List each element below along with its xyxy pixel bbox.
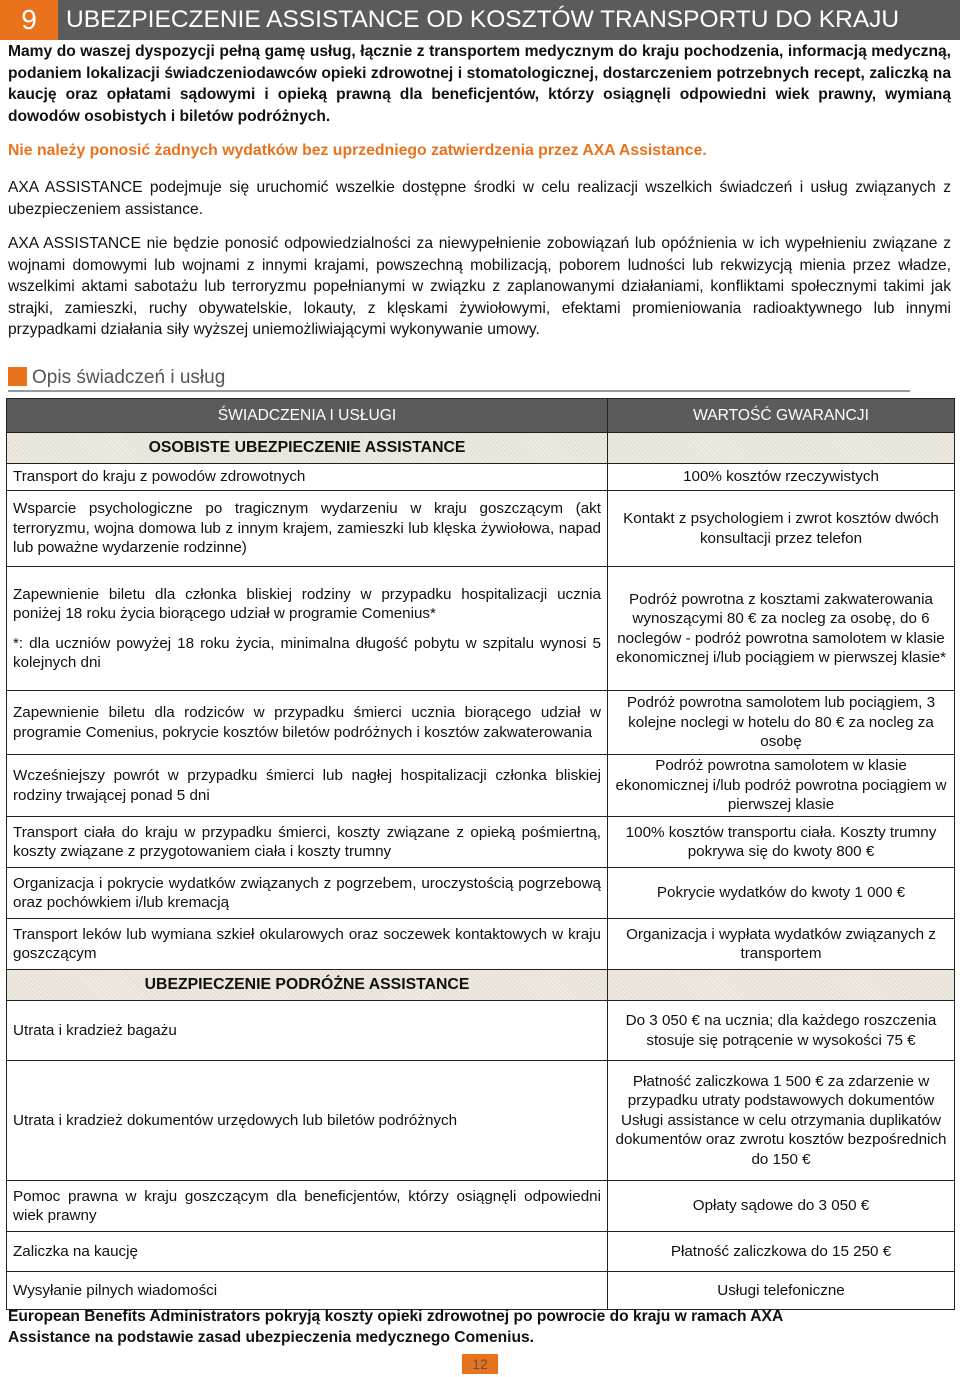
column-header-services: ŚWIADCZENIA I USŁUGI: [7, 399, 608, 433]
table-subheader-row: [7, 970, 955, 1001]
footer-note: European Benefits Administrators pokryją koszty opieki zdrowotnej po powrocie do kraju w ramach AXA Assistance na podstawie zasad ubezpieczenia medycznego Comenius.: [8, 1308, 783, 1346]
intro-paragraph: Mamy do waszej dyspozycji pełną gamę usług, łącznie z transportem medycznym do kraju pochodzenia, informacją medyczną, podaniem lokalizacji świadczeniodawców opieki zdrowotnej i stomatologicznej, dostarczeniem potrzebnych recept, zaliczką na kaucję oraz opłatami sądowymi i opieką prawną dla beneficjentów, którzy osiągnęli odpowiedni wiek prawny, wymianą dowodów osobistych i biletów podróżnych.: [8, 43, 951, 125]
service-cell: Transport do kraju z powodów zdrowotnych: [7, 464, 608, 491]
service-cell: Wcześniejszy powrót w przypadku śmierci lub nagłej hospitalizacji członka bliskiej rodziny trwającej ponad 5 dni: [7, 755, 608, 817]
table-row: [7, 567, 955, 691]
value-advance-payment: Płatność zaliczkowa 1 500 € za zdarzenie w przypadku utraty podstawowych dokumentów: [627, 1072, 935, 1110]
value-cell: Podróż powrotna samolotem w klasie ekonomicznej i/lub podróż powrotna pociągiem w pierwszej klasie: [608, 755, 955, 817]
table-row: [7, 1272, 955, 1310]
section-title: Opis świadczeń i usług: [32, 367, 226, 388]
table-row: [7, 1181, 955, 1232]
service-cell: Wsparcie psychologiczne po tragicznym wydarzeniu w kraju goszczącym (akt terroryzmu, wojna domowa lub z innym krajem, zamieszki lub klęska żywiołowa, napad lub poważne wydarzenie rodzinne): [7, 491, 608, 567]
value-cell: Podróż powrotna samolotem lub pociągiem, 3 kolejne noclegi w hotelu do 80 € za nocleg za osobę: [608, 691, 955, 755]
chapter-number: 9: [0, 0, 58, 40]
table-row: [7, 868, 955, 919]
table-row: [7, 755, 955, 817]
table-row: [7, 919, 955, 970]
table-subheader-row: [7, 433, 955, 464]
table-row: [7, 817, 955, 868]
page-number: 12: [462, 1354, 498, 1374]
paragraph-liability: AXA ASSISTANCE nie będzie ponosić odpowiedzialności za niewypełnienie zobowiązań lub opóźnienia w ich wypełnieniu związane z wojnami domowymi lub wojnami z innymi krajami, powszechną mobilizacją, poborem ludności lub rekwizycją mienia przez władze, wszelkimi aktami sabotażu lub terroryzmu popełnianymi w związku z zaplanowanymi działaniami, konfliktami społecznymi takimi jak strajki, zamieszki, ruchy obywatelskie, lokauty, z klęskami żywiołowymi, efektami promieniowania radioaktywnego lub innymi przypadkami działania siły wyższej uniemożliwiającymi wykonywanie umowy.: [8, 235, 951, 338]
service-cell: [7, 567, 608, 691]
value-cell: 100% kosztów transportu ciała. Koszty trumny pokrywa się do kwoty 800 €: [608, 817, 955, 868]
service-cell: Pomoc prawna w kraju goszczącym dla beneficjentów, którzy osiągnęli odpowiedni wiek prawny: [7, 1181, 608, 1232]
value-cell: 100% kosztów rzeczywistych: [608, 464, 955, 491]
service-cell: Wysyłanie pilnych wiadomości: [7, 1272, 608, 1310]
service-cell: Zaliczka na kaucję: [7, 1232, 608, 1272]
service-cell: Transport ciała do kraju w przypadku śmierci, koszty związane z opieką pośmiertną, koszty związane z przygotowaniem ciała i koszty trumny: [7, 817, 608, 868]
table-row: [7, 1061, 955, 1181]
table-row: [7, 464, 955, 491]
value-cell: Organizacja i wypłata wydatków związanych z transportem: [608, 919, 955, 970]
value-cell: Pokrycie wydatków do kwoty 1 000 €: [608, 868, 955, 919]
value-cell: Opłaty sądowe do 3 050 €: [608, 1181, 955, 1232]
service-cell: Transport leków lub wymiana szkieł okularowych oraz soczewek kontaktowych w kraju goszczącym: [7, 919, 608, 970]
service-cell: Zapewnienie biletu dla rodziców w przypadku śmierci ucznia biorącego udział w programie Comenius, pokrycie kosztów biletów podróżnych i kosztów zakwaterowania: [7, 691, 608, 755]
service-cell: Utrata i kradzież bagażu: [7, 1001, 608, 1061]
value-cell: Do 3 050 € na ucznia; dla każdego roszczenia stosuje się potrącenie w wysokości 75 €: [608, 1001, 955, 1061]
value-cell: Płatność zaliczkowa do 15 250 €: [608, 1232, 955, 1272]
table-row: [7, 691, 955, 755]
table-header-row: [7, 399, 955, 433]
service-text: Zapewnienie biletu dla członka bliskiej rodziny w przypadku hospitalizacji ucznia poniżej 18 roku życia biorącego udział w programie Comenius*: [13, 585, 601, 622]
paragraph-resources: AXA ASSISTANCE podejmuje się uruchomić wszelkie dostępne środki w celu realizacji wszelkich świadczeń i usług związanych z ubezpieczeniem assistance.: [8, 179, 951, 218]
service-cell: Organizacja i pokrycie wydatków związanych z pogrzebem, uroczystością pogrzebową oraz pochówkiem i/lub kremacją: [7, 868, 608, 919]
value-cell: Podróż powrotna z kosztami zakwaterowania wynoszącymi 80 € za nocleg za osobę, do 6 noclegów - podróż powrotna samolotem w klasie ekonomicznej i/lub pociągiem w pierwszej klasie*: [608, 567, 955, 691]
column-header-value: WARTOŚĆ GWARANCJI: [608, 399, 955, 433]
table-row: [7, 1001, 955, 1061]
section-heading: [8, 366, 910, 392]
service-cell: Utrata i kradzież dokumentów urzędowych lub biletów podróżnych: [7, 1061, 608, 1181]
subheader-travel-assistance: UBEZPIECZENIE PODRÓŻNE ASSISTANCE: [7, 970, 608, 1001]
table-row: [7, 491, 955, 567]
value-cell: Usługi telefoniczne: [608, 1272, 955, 1310]
benefits-table: [6, 398, 955, 1310]
value-cell: [608, 1061, 955, 1181]
warning-notice: Nie należy ponosić żadnych wydatków bez uprzedniego zatwierdzenia przez AXA Assistance.: [8, 142, 707, 159]
table-row: [7, 1232, 955, 1272]
section-square-icon: [8, 367, 27, 386]
value-duplicates: Usługi assistance w celu otrzymania duplikatów dokumentów oraz zwrotu kosztów bezpośrednich do 150 €: [615, 1111, 947, 1168]
chapter-title: UBEZPIECZENIE ASSISTANCE OD KOSZTÓW TRANSPORTU DO KRAJU: [58, 0, 960, 40]
subheader-personal-assistance: OSOBISTE UBEZPIECZENIE ASSISTANCE: [7, 433, 608, 464]
service-footnote: *: dla uczniów powyżej 18 roku życia, minimalna długość pobytu w szpitalu wynosi 5 kolejnych dni: [13, 634, 601, 671]
page-header: [0, 0, 960, 40]
value-cell: Kontakt z psychologiem i zwrot kosztów dwóch konsultacji przez telefon: [608, 491, 955, 567]
